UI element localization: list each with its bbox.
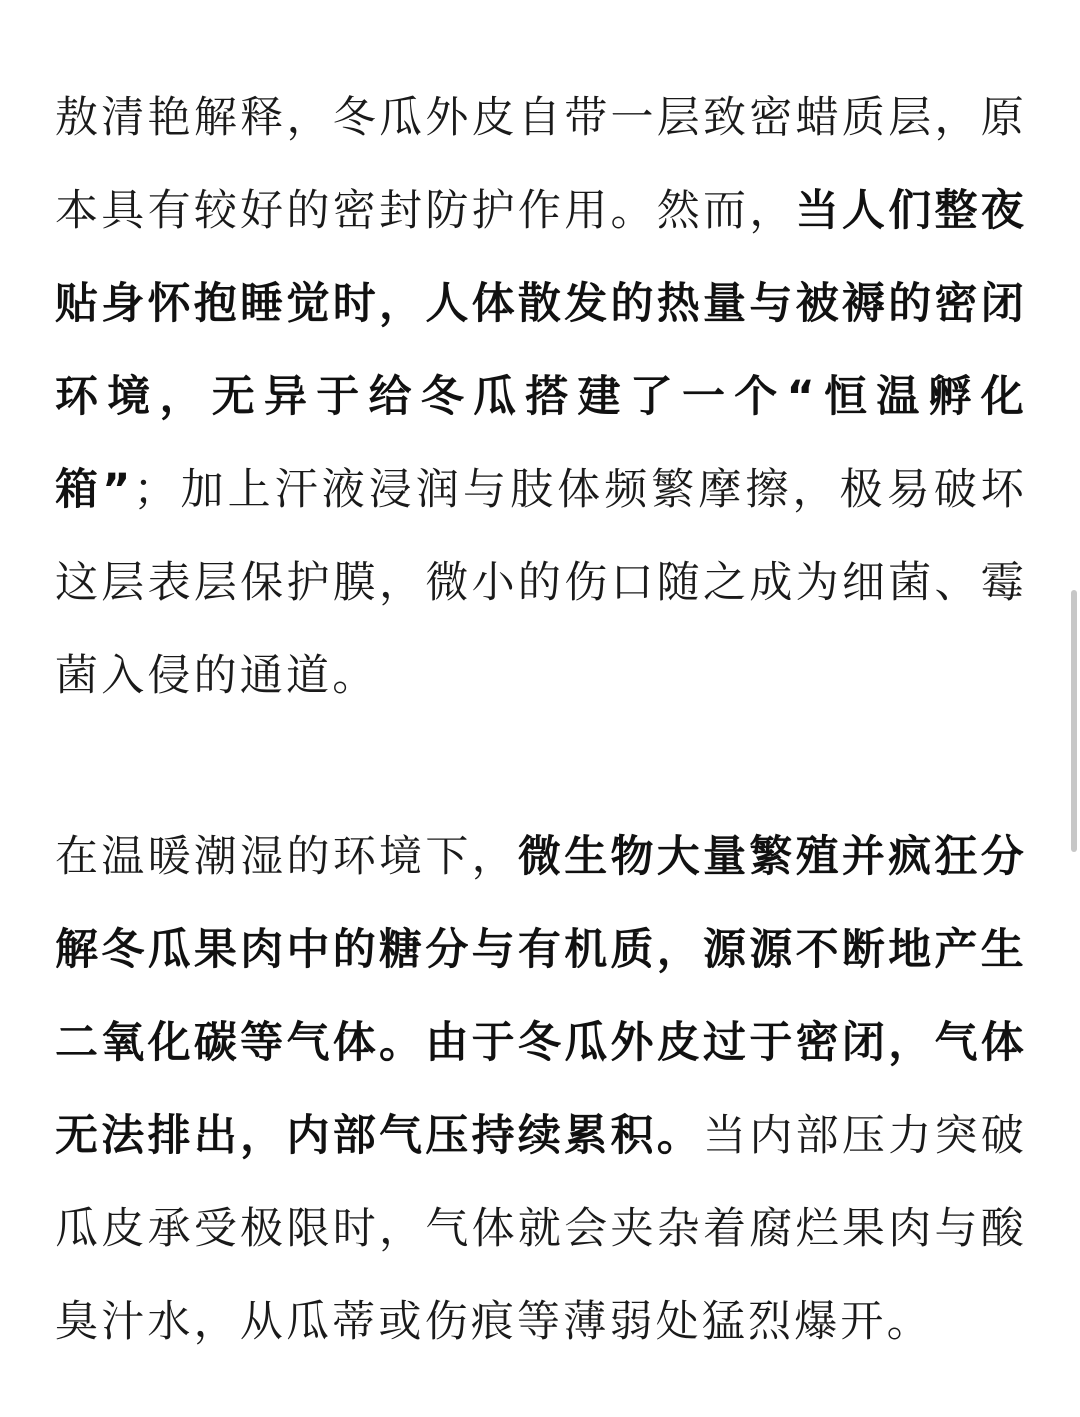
paragraph-2-text-1: 在温暖潮湿的环境下， (55, 832, 518, 882)
paragraph-1-bold-text: 当人们整夜贴身怀抱睡觉时，人体散发的热量与被褥的密闭环境，无异于给冬瓜搭建了一个“恒温孵化箱” (55, 186, 1027, 515)
article-body (55, 72, 1027, 1369)
paragraph-1 (55, 72, 1027, 723)
paragraph-1-text-2: ；加上汗液浸润与肢体频繁摩擦，极易破坏这层表层保护膜，微小的伤口随之成为细菌、霉菌入侵的通道。 (55, 465, 1027, 701)
paragraph-2-text-2: 当内部压力突破瓜皮承受极限时，气体就会夹杂着腐烂果肉与酸臭汁水，从瓜蒂或伤痕等薄弱处猛烈爆开。 (55, 1111, 1027, 1347)
paragraph-1-text-1: 敖清艳解释，冬瓜外皮自带一层致密蜡质层，原本具有较好的密封防护作用。然而， (55, 93, 1027, 236)
paragraph-2-bold-text: 微生物大量繁殖并疯狂分解冬瓜果肉中的糖分与有机质，源源不断地产生二氧化碳等气体。由于冬瓜外皮过于密闭，气体无法排出，内部气压持续累积。 (55, 832, 1028, 1161)
paragraph-2 (55, 811, 1027, 1369)
scrollbar-thumb[interactable] (1071, 590, 1077, 852)
